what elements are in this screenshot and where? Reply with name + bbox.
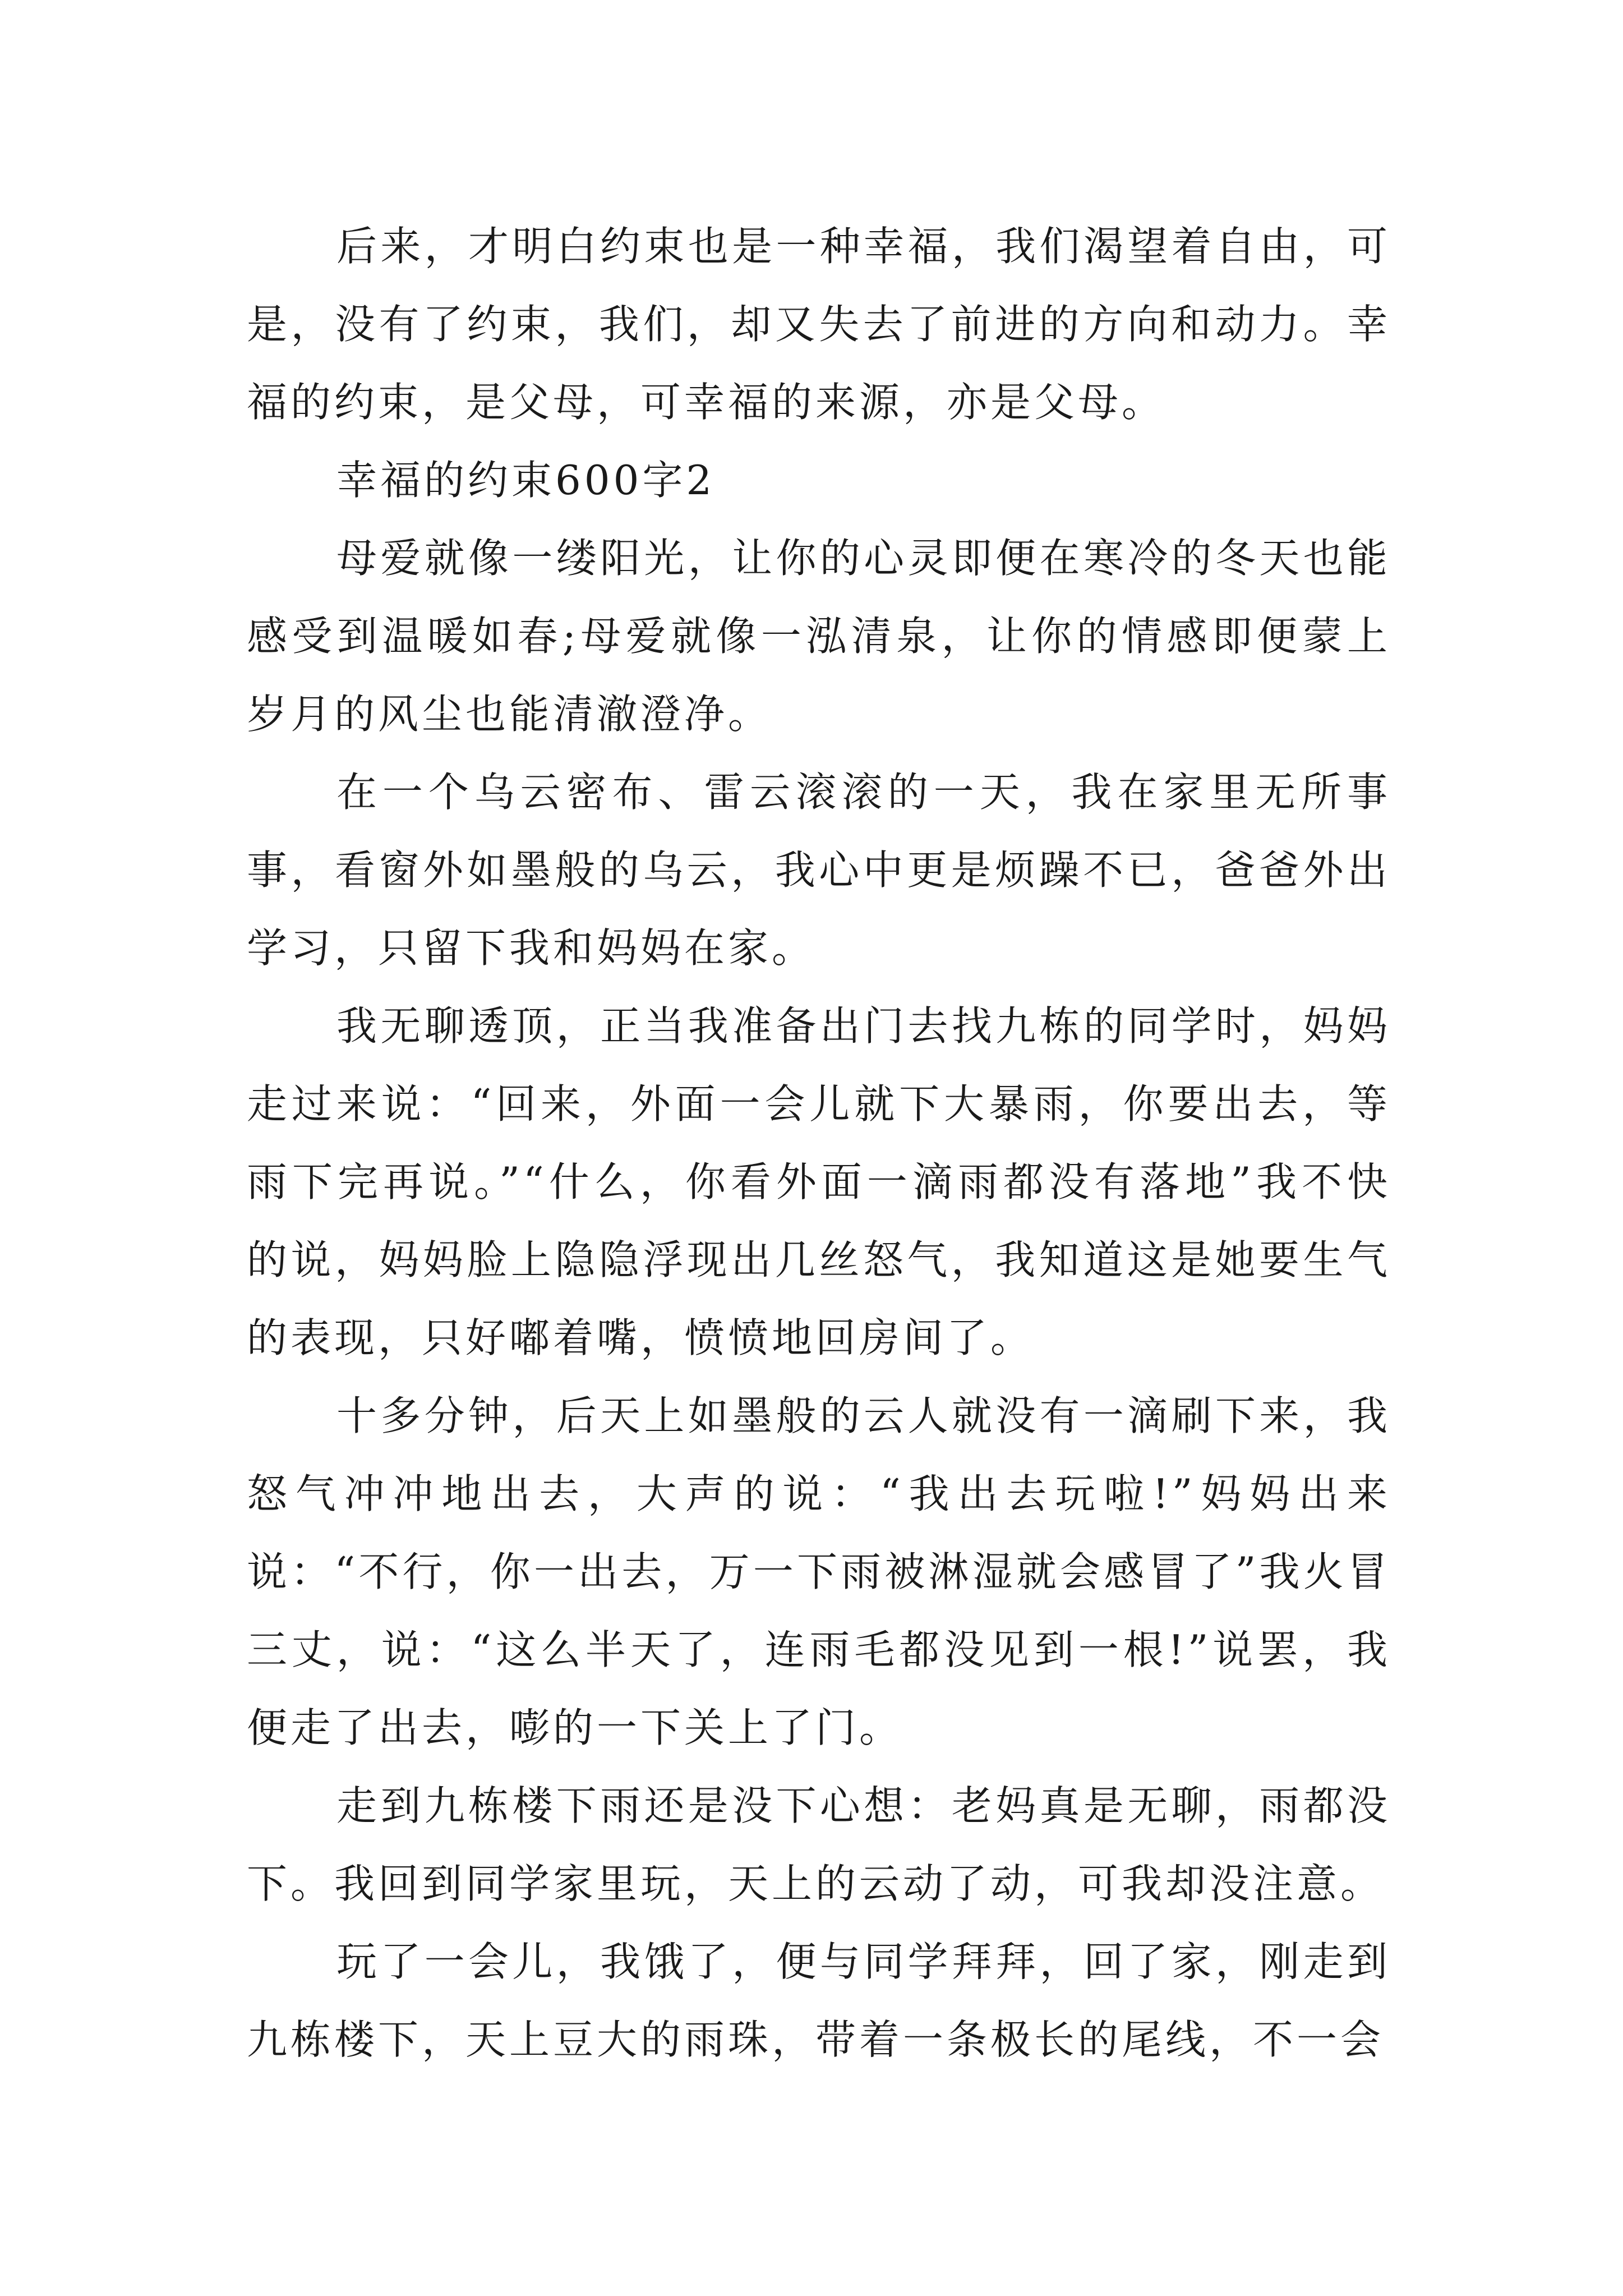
- paragraph-7: 玩了一会儿，我饿了，便与同学拜拜，回了家，刚走到九栋楼下，天上豆大的雨珠，带着一条极长的尾线，不一会: [247, 1938, 1391, 2063]
- paragraph-4: 我无聊透顶，正当我准备出门去找九栋的同学时，妈妈走过来说：“回来，外面一会儿就下大暴雨，你要出去，等雨下完再说。”“什么，你看外面一滴雨都没有落地”我不快的说，妈妈脸上隐隐浮现出几丝怒气，我知道这是她要生气的表现，只好嘟着嘴，愤愤地回房间了。: [247, 1002, 1391, 1361]
- paragraph-6: 走到九栋楼下雨还是没下心想：老妈真是无聊，雨都没下。我回到同学家里玩，天上的云动了动，可我却没注意。: [247, 1782, 1391, 1907]
- document-body: [247, 208, 1391, 2079]
- paragraph-5: 十多分钟，后天上如墨般的云人就没有一滴刷下来，我怒气冲冲地出去，大声的说：“我出去玩啦!”妈妈出来说：“不行，你一出去，万一下雨被淋湿就会感冒了”我火冒三丈，说：“这么半天了，连雨毛都没见到一根!”说罢，我便走了出去，嘭的一下关上了门。: [247, 1392, 1391, 1751]
- paragraph-1: 后来，才明白约束也是一种幸福，我们渴望着自由，可是，没有了约束，我们，却又失去了前进的方向和动力。幸福的约束，是父母，可幸福的来源，亦是父母。: [247, 223, 1391, 426]
- paragraph-3: 在一个乌云密布、雷云滚滚的一天，我在家里无所事事，看窗外如墨般的乌云，我心中更是烦躁不已，爸爸外出学习，只留下我和妈妈在家。: [247, 769, 1391, 972]
- section-heading: 幸福的约束600字2: [336, 457, 716, 504]
- paragraph-2: 母爱就像一缕阳光，让你的心灵即便在寒冷的冬天也能感受到温暖如春;母爱就像一泓清泉，让你的情感即便蒙上岁月的风尘也能清澈澄净。: [247, 535, 1391, 738]
